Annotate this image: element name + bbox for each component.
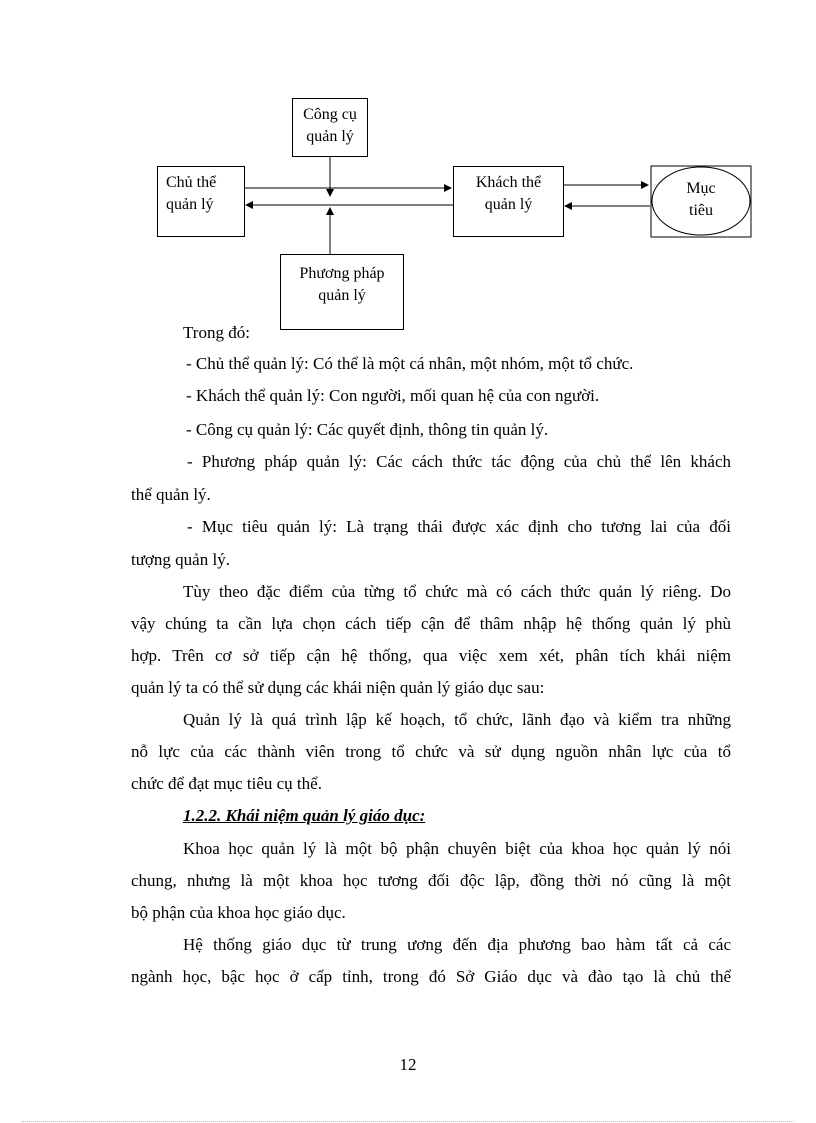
method-label-2: quản lý xyxy=(318,287,366,304)
tool-label-2: quản lý xyxy=(306,128,354,145)
para3-line2: chung, nhưng là một khoa học tương đối độc lập, đồng thời nó cũng là một xyxy=(131,871,731,890)
tool-label-1: Công cụ xyxy=(303,106,357,123)
object-box xyxy=(453,166,564,237)
object-label-1: Khách thể xyxy=(475,174,542,191)
management-diagram xyxy=(0,0,816,340)
subject-box xyxy=(157,166,245,237)
para3-line3: bộ phận của khoa học giáo dục. xyxy=(131,903,346,922)
page-number: 12 xyxy=(399,1055,417,1074)
line-phuong-phap: - Phương pháp quản lý: Các cách thức tác động của chủ thể lên khách xyxy=(187,452,731,471)
line-khach-the: - Khách thể quản lý: Con người, mối quan hệ của con người. xyxy=(186,386,600,405)
section-heading: 1.2.2. Khái niệm quản lý giáo dục: xyxy=(183,806,426,825)
goal-label-1: Mục xyxy=(686,180,716,197)
goal-label xyxy=(651,178,751,222)
object-label-2: quản lý xyxy=(484,196,533,213)
line-phuong-phap-cont: thể quản lý. xyxy=(131,485,211,504)
para1-line1: Tùy theo đặc điểm của từng tổ chức mà có cách thức quản lý riêng. Do xyxy=(183,582,731,601)
para4-line1: Hệ thống giáo dục từ trung ương đến địa phương bao hàm tất cả các xyxy=(183,935,731,954)
para1-line4: quản lý ta có thể sử dụng các khái niện quản lý giáo dục sau: xyxy=(131,678,545,697)
subject-label-2: quản lý xyxy=(166,196,214,213)
para2-line3: chức để đạt mục tiêu cụ thể. xyxy=(131,774,322,793)
para1-line2: vậy chúng ta cần lựa chọn cách tiếp cận để thâm nhập hệ thống quản lý phù xyxy=(131,614,731,633)
line-trong-do: Trong đó: xyxy=(183,323,250,342)
para4-line2: ngành học, bậc học ở cấp tỉnh, trong đó Sở Giáo dục và đào tạo là chủ thể xyxy=(131,967,731,986)
method-label-1: Phương pháp xyxy=(299,265,385,282)
goal-label-2: tiêu xyxy=(689,202,713,219)
para3-line1: Khoa học quản lý là một bộ phận chuyên biệt của khoa học quản lý nói xyxy=(183,839,731,858)
line-muc-tieu-cont: tượng quản lý. xyxy=(131,550,230,569)
para2-line2: nỗ lực của các thành viên trong tổ chức và sử dụng nguồn nhân lực của tổ xyxy=(131,742,731,761)
line-chu-the: - Chủ thể quản lý: Có thể là một cá nhân, một nhóm, một tổ chức. xyxy=(186,354,634,373)
para1-line3: hợp. Trên cơ sở tiếp cận hệ thống, qua việc xem xét, phân tích khái niệm xyxy=(131,646,731,665)
para2-line1: Quản lý là quá trình lập kế hoạch, tổ chức, lãnh đạo và kiểm tra những xyxy=(183,710,731,729)
line-muc-tieu: - Mục tiêu quản lý: Là trạng thái được xác định cho tương lai của đối xyxy=(187,517,731,536)
method-box xyxy=(280,254,404,330)
bottom-rule xyxy=(22,1121,794,1122)
line-cong-cu: - Công cụ quản lý: Các quyết định, thông tin quản lý. xyxy=(186,420,549,439)
subject-label-1: Chủ thể xyxy=(166,174,217,191)
tool-box xyxy=(292,98,368,157)
